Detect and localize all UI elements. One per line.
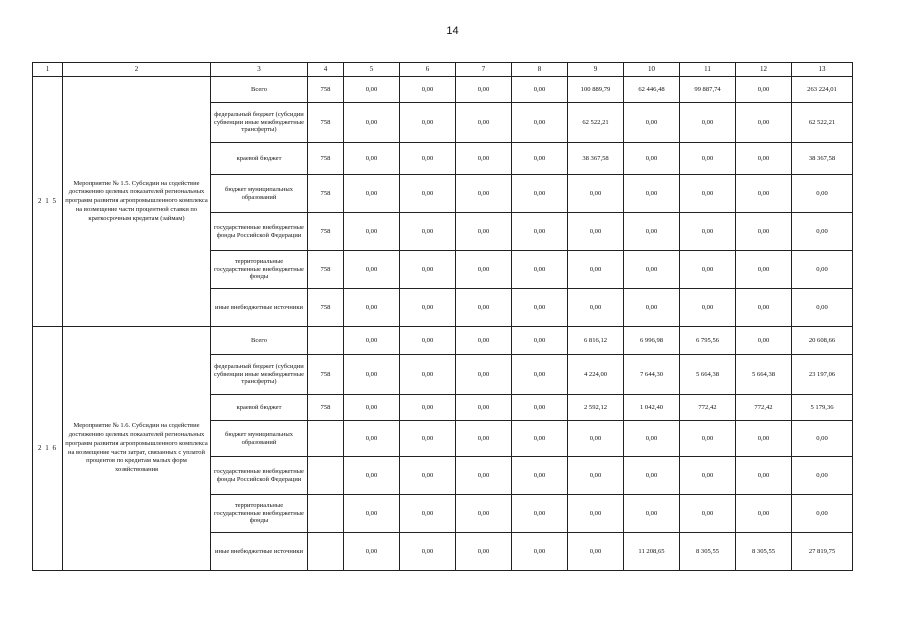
value-cell: 0,00 <box>456 103 512 143</box>
value-cell: 0,00 <box>400 175 456 213</box>
value-cell: 0,00 <box>624 251 680 289</box>
column-header: 12 <box>736 63 792 77</box>
value-cell: 0,00 <box>456 289 512 327</box>
value-cell: 0,00 <box>344 421 400 457</box>
budget-table-body <box>33 77 853 571</box>
value-cell: 0,00 <box>736 495 792 533</box>
table-row <box>33 327 853 355</box>
value-cell: 0,00 <box>736 251 792 289</box>
value-cell: 0,00 <box>512 395 568 421</box>
column-header: 3 <box>211 63 308 77</box>
value-cell: 0,00 <box>456 355 512 395</box>
value-cell: 0,00 <box>344 289 400 327</box>
value-cell: 0,00 <box>736 143 792 175</box>
value-cell: 0,00 <box>344 251 400 289</box>
value-cell: 0,00 <box>624 103 680 143</box>
row-total-cell: 62 522,21 <box>792 103 853 143</box>
row-total-cell: 0,00 <box>792 289 853 327</box>
value-cell: 0,00 <box>512 143 568 175</box>
row-total-cell: 0,00 <box>792 213 853 251</box>
value-cell: 0,00 <box>680 457 736 495</box>
value-cell: 0,00 <box>736 175 792 213</box>
table-row <box>33 77 853 103</box>
value-cell: 0,00 <box>736 289 792 327</box>
funding-source-cell: федеральный бюджет (субсидии субвенции иные межбюджетные трансферты) <box>211 103 308 143</box>
value-cell: 0,00 <box>344 213 400 251</box>
value-cell: 0,00 <box>624 421 680 457</box>
column-header: 1 <box>33 63 63 77</box>
value-cell: 2 592,12 <box>568 395 624 421</box>
value-cell: 0,00 <box>512 355 568 395</box>
value-cell: 0,00 <box>680 213 736 251</box>
column-header: 13 <box>792 63 853 77</box>
value-cell: 0,00 <box>400 143 456 175</box>
value-cell: 0,00 <box>456 77 512 103</box>
row-total-cell: 0,00 <box>792 251 853 289</box>
value-cell: 6 816,12 <box>568 327 624 355</box>
kbk-code-cell: 758 <box>308 213 344 251</box>
value-cell: 0,00 <box>344 327 400 355</box>
funding-source-cell: федеральный бюджет (субсидии субвенции иные межбюджетные трансферты) <box>211 355 308 395</box>
funding-source-cell: территориальные государственные внебюджетные фонды <box>211 495 308 533</box>
value-cell: 38 367,58 <box>568 143 624 175</box>
value-cell: 0,00 <box>456 395 512 421</box>
value-cell: 0,00 <box>400 395 456 421</box>
value-cell: 0,00 <box>400 251 456 289</box>
measure-description-cell: Мероприятие № 1.5. Субсидии на содействие достижению целевых показателей региональных программ развития агропромышленного комплекса на возмещение части процентной ставки по краткосрочным кредитам (займам) <box>63 77 211 327</box>
value-cell: 0,00 <box>680 289 736 327</box>
funding-source-cell: территориальные государственные внебюджетные фонды <box>211 251 308 289</box>
value-cell: 0,00 <box>400 533 456 571</box>
value-cell: 0,00 <box>680 103 736 143</box>
value-cell: 0,00 <box>344 355 400 395</box>
value-cell: 0,00 <box>512 175 568 213</box>
kbk-code-cell <box>308 457 344 495</box>
value-cell: 0,00 <box>736 457 792 495</box>
kbk-code-cell: 758 <box>308 103 344 143</box>
value-cell: 5 664,38 <box>736 355 792 395</box>
funding-source-cell: бюджет муниципальных образований <box>211 175 308 213</box>
funding-source-cell: иные внебюджетные источники <box>211 533 308 571</box>
value-cell: 100 889,79 <box>568 77 624 103</box>
value-cell: 0,00 <box>400 77 456 103</box>
value-cell: 0,00 <box>736 421 792 457</box>
value-cell: 0,00 <box>680 251 736 289</box>
row-total-cell: 5 179,36 <box>792 395 853 421</box>
value-cell: 772,42 <box>680 395 736 421</box>
value-cell: 0,00 <box>344 533 400 571</box>
kbk-code-cell: 758 <box>308 355 344 395</box>
value-cell: 0,00 <box>624 495 680 533</box>
value-cell: 0,00 <box>400 289 456 327</box>
row-total-cell: 20 608,66 <box>792 327 853 355</box>
row-total-cell: 0,00 <box>792 495 853 533</box>
value-cell: 1 042,40 <box>624 395 680 421</box>
kbk-code-cell: 758 <box>308 143 344 175</box>
kbk-code-cell <box>308 327 344 355</box>
value-cell: 0,00 <box>456 213 512 251</box>
kbk-code-cell: 758 <box>308 289 344 327</box>
row-total-cell: 23 197,06 <box>792 355 853 395</box>
value-cell: 0,00 <box>512 457 568 495</box>
kbk-code-cell: 758 <box>308 175 344 213</box>
value-cell: 0,00 <box>512 251 568 289</box>
kbk-code-cell: 758 <box>308 395 344 421</box>
column-header: 5 <box>344 63 400 77</box>
value-cell: 0,00 <box>512 533 568 571</box>
funding-source-cell: краевой бюджет <box>211 395 308 421</box>
row-total-cell: 0,00 <box>792 457 853 495</box>
value-cell: 62 446,48 <box>624 77 680 103</box>
value-cell: 0,00 <box>736 103 792 143</box>
value-cell: 0,00 <box>568 213 624 251</box>
value-cell: 0,00 <box>568 495 624 533</box>
funding-source-cell: бюджет муниципальных образований <box>211 421 308 457</box>
value-cell: 0,00 <box>624 143 680 175</box>
value-cell: 0,00 <box>680 421 736 457</box>
value-cell: 0,00 <box>568 421 624 457</box>
column-header: 6 <box>400 63 456 77</box>
funding-source-cell: государственные внебюджетные фонды Российской Федерации <box>211 213 308 251</box>
value-cell: 8 305,55 <box>736 533 792 571</box>
value-cell: 0,00 <box>736 327 792 355</box>
row-total-cell: 263 224,01 <box>792 77 853 103</box>
page-number: 14 <box>446 25 459 37</box>
value-cell: 0,00 <box>568 175 624 213</box>
value-cell: 0,00 <box>456 457 512 495</box>
value-cell: 0,00 <box>344 457 400 495</box>
value-cell: 0,00 <box>400 421 456 457</box>
kbk-code-cell: 758 <box>308 77 344 103</box>
value-cell: 0,00 <box>512 77 568 103</box>
row-total-cell: 38 367,58 <box>792 143 853 175</box>
value-cell: 0,00 <box>344 143 400 175</box>
value-cell: 0,00 <box>568 457 624 495</box>
value-cell: 0,00 <box>456 175 512 213</box>
row-total-cell: 0,00 <box>792 175 853 213</box>
column-header: 10 <box>624 63 680 77</box>
value-cell: 0,00 <box>456 421 512 457</box>
kbk-code-cell <box>308 495 344 533</box>
funding-total-label: Всего <box>211 327 308 355</box>
row-total-cell: 27 819,75 <box>792 533 853 571</box>
column-header: 7 <box>456 63 512 77</box>
value-cell: 0,00 <box>512 327 568 355</box>
value-cell: 0,00 <box>624 213 680 251</box>
value-cell: 0,00 <box>344 175 400 213</box>
value-cell: 0,00 <box>400 103 456 143</box>
column-header: 2 <box>63 63 211 77</box>
column-number-row <box>33 63 853 77</box>
value-cell: 0,00 <box>680 175 736 213</box>
value-cell: 0,00 <box>568 533 624 571</box>
value-cell: 0,00 <box>736 213 792 251</box>
value-cell: 6 795,56 <box>680 327 736 355</box>
value-cell: 5 664,38 <box>680 355 736 395</box>
value-cell: 0,00 <box>400 457 456 495</box>
value-cell: 0,00 <box>400 355 456 395</box>
value-cell: 62 522,21 <box>568 103 624 143</box>
value-cell: 0,00 <box>400 495 456 533</box>
measure-code-cell: 2 1 5 <box>33 77 63 327</box>
column-header: 9 <box>568 63 624 77</box>
value-cell: 0,00 <box>568 251 624 289</box>
value-cell: 0,00 <box>512 213 568 251</box>
value-cell: 0,00 <box>512 421 568 457</box>
value-cell: 0,00 <box>456 143 512 175</box>
value-cell: 772,42 <box>736 395 792 421</box>
value-cell: 0,00 <box>344 495 400 533</box>
value-cell: 0,00 <box>456 495 512 533</box>
value-cell: 0,00 <box>456 327 512 355</box>
budget-table <box>32 62 853 571</box>
funding-total-label: Всего <box>211 77 308 103</box>
value-cell: 0,00 <box>624 289 680 327</box>
value-cell: 6 996,98 <box>624 327 680 355</box>
column-header: 8 <box>512 63 568 77</box>
value-cell: 0,00 <box>344 77 400 103</box>
column-header: 4 <box>308 63 344 77</box>
value-cell: 0,00 <box>680 143 736 175</box>
row-total-cell: 0,00 <box>792 421 853 457</box>
value-cell: 8 305,55 <box>680 533 736 571</box>
column-header: 11 <box>680 63 736 77</box>
value-cell: 0,00 <box>680 495 736 533</box>
kbk-code-cell <box>308 533 344 571</box>
measure-description-cell: Мероприятие № 1.6. Субсидии на содействие достижению целевых показателей региональных программ развития агропромышленного комплекса на возмещение части затрат, связанных с уплатой процентов по кредитам малых форм хозяйствования <box>63 327 211 571</box>
kbk-code-cell: 758 <box>308 251 344 289</box>
value-cell: 0,00 <box>512 289 568 327</box>
value-cell: 0,00 <box>456 251 512 289</box>
funding-source-cell: краевой бюджет <box>211 143 308 175</box>
value-cell: 4 224,00 <box>568 355 624 395</box>
kbk-code-cell <box>308 421 344 457</box>
value-cell: 0,00 <box>624 457 680 495</box>
funding-source-cell: государственные внебюджетные фонды Российской Федерации <box>211 457 308 495</box>
value-cell: 99 887,74 <box>680 77 736 103</box>
value-cell: 0,00 <box>512 103 568 143</box>
value-cell: 0,00 <box>736 77 792 103</box>
value-cell: 0,00 <box>568 289 624 327</box>
value-cell: 0,00 <box>344 395 400 421</box>
value-cell: 0,00 <box>624 175 680 213</box>
value-cell: 0,00 <box>456 533 512 571</box>
value-cell: 7 644,30 <box>624 355 680 395</box>
value-cell: 0,00 <box>400 327 456 355</box>
value-cell: 0,00 <box>400 213 456 251</box>
measure-code-cell: 2 1 6 <box>33 327 63 571</box>
value-cell: 0,00 <box>512 495 568 533</box>
value-cell: 0,00 <box>344 103 400 143</box>
funding-source-cell: иные внебюджетные источники <box>211 289 308 327</box>
value-cell: 11 208,65 <box>624 533 680 571</box>
